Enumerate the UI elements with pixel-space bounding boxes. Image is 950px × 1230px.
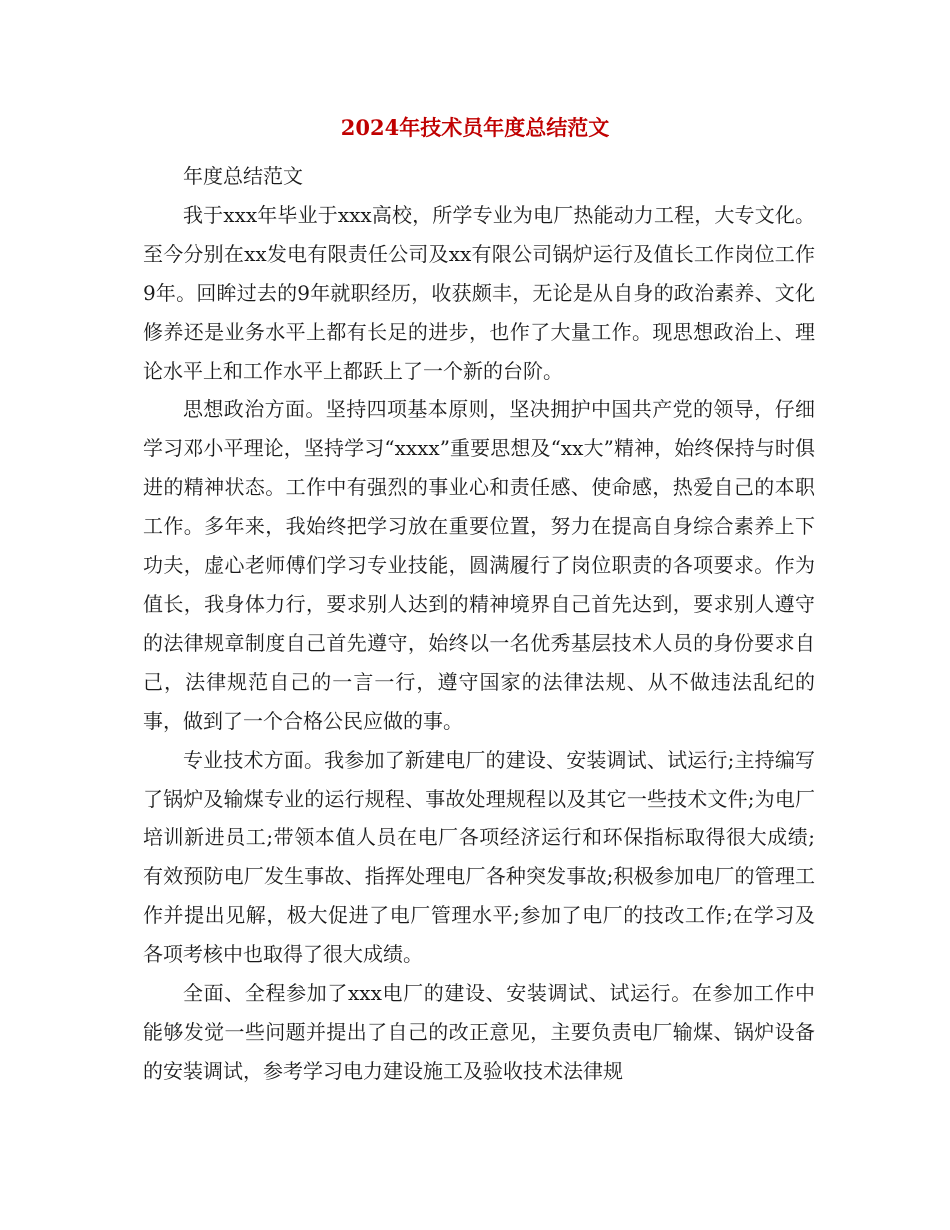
paragraph-introduction: 我于xxx年毕业于xxx高校，所学专业为电厂热能动力工程，大专文化。至今分别在xx发电有限责任公司及xx有限公司锅炉运行及值长工作岗位工作9年。回眸过去的9年就职经历，收获颇丰，无论是从自身的政治素养、文化修养还是业务水平上都有长足的进步，也作了大量工作。现思想政治上、理论水平上和工作水平上都跃上了一个新的台阶。: [143, 202, 815, 383]
document-body: [143, 157, 815, 1091]
document-title: 2024年技术员年度总结范文: [340, 115, 610, 140]
paragraph-power-plant-construction: 全面、全程参加了xxx电厂的建设、安装调试、试运行。在参加工作中能够发觉一些问题并提出了自己的改正意见，主要负责电厂输煤、锅炉设备的安装调试，参考学习电力建设施工及验收技术法律规: [143, 981, 815, 1083]
paragraph-subtitle: 年度总结范文: [183, 164, 303, 188]
paragraph-political-thought: 思想政治方面。坚持四项基本原则，坚决拥护中国共产党的领导，仔细学习邓小平理论，坚持学习“xxxx”重要思想及“xx大”精神，始终保持与时俱进的精神状态。工作中有强烈的事业心和责任感、使命感，热爱自己的本职工作。多年来，我始终把学习放在重要位置，努力在提高自身综合素养上下功夫，虚心老师傅们学习专业技能，圆满履行了岗位职责的各项要求。作为值长，我身体力行，要求别人达到的精神境界自己首先达到，要求别人遵守的法律规章制度自己首先遵守，始终以一名优秀基层技术人员的身份要求自己，法律规范自己的一言一行，遵守国家的法律法规、从不做违法乱纪的事，做到了一个合格公民应做的事。: [143, 397, 815, 733]
paragraph-professional-technology: 专业技术方面。我参加了新建电厂的建设、安装调试、试运行;主持编写了锅炉及输煤专业的运行规程、事故处理规程以及其它一些技术文件;为电厂培训新进员工;带领本值人员在电厂各项经济运行和环保指标取得很大成绩;有效预防电厂发生事故、指挥处理电厂各种突发事故;积极参加电厂的管理工作并提出见解，极大促进了电厂管理水平;参加了电厂的技改工作;在学习及各项考核中也取得了很大成绩。: [143, 747, 815, 967]
